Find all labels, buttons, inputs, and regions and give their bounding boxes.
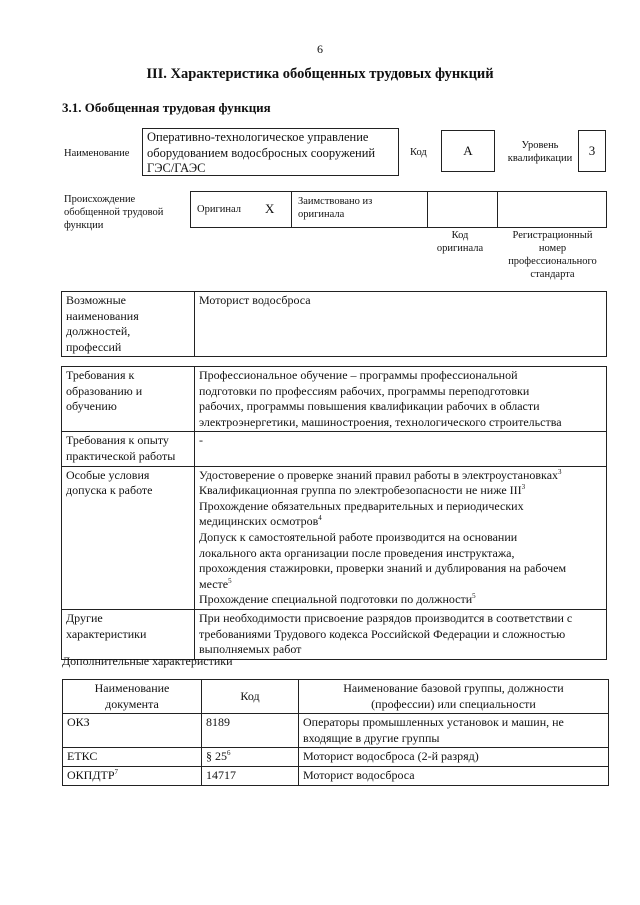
label-line: профессий	[66, 339, 122, 354]
page-number: 6	[317, 42, 323, 56]
value-line: выполняемых работ	[199, 642, 302, 657]
label-line: характеристики	[66, 626, 147, 641]
value-line: подготовки по профессиям рабочих, программы переподготовки	[199, 383, 530, 398]
row-name	[299, 714, 609, 748]
section-title: III. Характеристика обобщенных трудовых функций	[146, 66, 494, 82]
level-label	[500, 139, 580, 165]
table-row	[63, 766, 609, 785]
condition-line: Квалификационная группа по электробезопасности не ниже III$^3$	[199, 483, 526, 498]
education-label	[62, 367, 195, 432]
requirements-table	[61, 366, 607, 660]
caption-line: номер	[538, 243, 567, 255]
origin-divider	[497, 192, 498, 227]
caption-line: Регистрационный	[512, 230, 593, 241]
row-name-line: Операторы промышленных установок и машин, не	[303, 715, 564, 730]
code-value-box	[441, 130, 495, 172]
function-name-line: оборудованием водосбросных сооружений	[147, 145, 376, 160]
condition-line: Допуск к самостоятельной работе производится на основании	[199, 529, 518, 544]
registration-number-caption	[500, 229, 605, 282]
code-original-caption	[420, 229, 500, 255]
row-name-line: Моторист водосброса	[303, 767, 415, 782]
row-name	[299, 748, 609, 767]
borrowed-label-line: оригинала	[298, 209, 345, 221]
other-characteristics-value	[195, 609, 607, 659]
row-name	[299, 766, 609, 785]
label-line: Другие	[66, 610, 103, 625]
function-name-box	[142, 128, 399, 176]
caption-line: оригинала	[436, 243, 484, 255]
education-value	[195, 367, 607, 432]
header-group-name	[299, 680, 609, 714]
condition-line: прохождения стажировки, проверки знаний и дублирования на рабочем	[199, 561, 567, 576]
other-characteristics-label	[62, 609, 195, 659]
origin-divider	[291, 192, 292, 227]
row-document: ОКЗ	[63, 714, 202, 748]
label-line: образованию и	[66, 383, 143, 398]
value-line: При необходимости присвоение разрядов производится в соответствии с	[199, 610, 573, 625]
row-document: ОКПДТР$^7$	[63, 766, 202, 785]
caption-line: стандарта	[530, 269, 575, 281]
label-line: должностей,	[66, 324, 131, 339]
label-line: допуска к работе	[66, 483, 153, 498]
row-name-line: входящие в другие группы	[303, 730, 440, 745]
label-line: наименования	[66, 308, 139, 323]
experience-value: -	[195, 432, 607, 466]
header-line: Наименование	[94, 681, 170, 695]
origin-label-line: функции	[64, 220, 104, 232]
label-line: Требования к опыту	[66, 433, 169, 448]
code-label: Код	[410, 147, 427, 158]
row-code: § $25^6$	[202, 748, 299, 767]
borrowed-label-line: Заимствовано из	[298, 196, 373, 207]
label-line: обучению	[66, 399, 117, 414]
level-value: 3	[588, 143, 596, 158]
header-code: Код	[202, 680, 299, 714]
header-line: документа	[105, 696, 159, 711]
origin-table	[190, 191, 607, 228]
function-name-line: Оперативно-технологическое управление	[147, 130, 369, 144]
special-conditions-label	[62, 466, 195, 609]
table-row	[63, 714, 609, 748]
code-value: A	[463, 143, 473, 158]
borrowed-label	[298, 195, 372, 221]
name-label: Наименование	[64, 148, 130, 159]
caption-line: профессионального	[508, 256, 597, 268]
label-line: Требования к	[66, 368, 135, 382]
label-line: Возможные	[66, 293, 126, 307]
origin-divider	[427, 192, 428, 227]
condition-line: месте$^5$	[199, 576, 232, 591]
experience-label	[62, 432, 195, 466]
value-line: требованиями Трудового кодекса Российской Федерации и сложностью	[199, 626, 566, 641]
header-line: Наименование базовой группы, должности	[343, 681, 564, 695]
caption-line: Код	[451, 230, 469, 241]
special-conditions-value	[195, 466, 607, 609]
original-mark: X	[265, 201, 275, 216]
table-row	[63, 748, 609, 767]
level-label-line: квалификации	[507, 153, 573, 165]
level-value-box	[578, 130, 606, 172]
positions-value: Моторист водосброса	[195, 292, 607, 357]
function-name-line: ГЭС/ГАЭС	[147, 161, 206, 176]
header-document	[63, 680, 202, 714]
value-line: рабочих, программы повышения квалификации рабочих в области	[199, 399, 540, 414]
value-line: Профессиональное обучение – программы профессиональной	[199, 368, 518, 382]
additional-title: Дополнительные характеристики	[62, 654, 233, 668]
positions-label	[62, 292, 195, 357]
label-line: практической работы	[66, 448, 176, 463]
row-document: ЕТКС	[63, 748, 202, 767]
condition-line: Прохождение специальной подготовки по должности$^5$	[199, 592, 476, 607]
condition-line: Удостоверение о проверке знаний правил работы в электроустановках$^3$	[199, 467, 562, 482]
condition-line: Прохождение обязательных предварительных и периодических	[199, 498, 524, 513]
additional-table	[62, 679, 609, 786]
header-line: (профессии) или специальности	[371, 696, 536, 711]
condition-line: медицинских осмотров$^4$	[199, 514, 322, 529]
row-code: 14717	[202, 766, 299, 785]
condition-line: локального акта организации после проведения инструктажа,	[199, 545, 515, 560]
subsection-title: 3.1. Обобщенная трудовая функция	[62, 100, 271, 115]
level-label-line: Уровень	[521, 140, 559, 151]
label-line: Особые условия	[66, 467, 150, 482]
origin-label-line: обобщенной трудовой	[64, 207, 164, 219]
original-label: Оригинал	[197, 204, 241, 215]
value-line: электроэнергетики, машиностроения, технологического строительства	[199, 414, 562, 429]
origin-label	[64, 193, 163, 232]
row-code: 8189	[202, 714, 299, 748]
origin-label-line: Происхождение	[64, 194, 136, 205]
row-name-line: Моторист водосброса (2-й разряд)	[303, 749, 479, 764]
positions-table	[61, 291, 607, 357]
